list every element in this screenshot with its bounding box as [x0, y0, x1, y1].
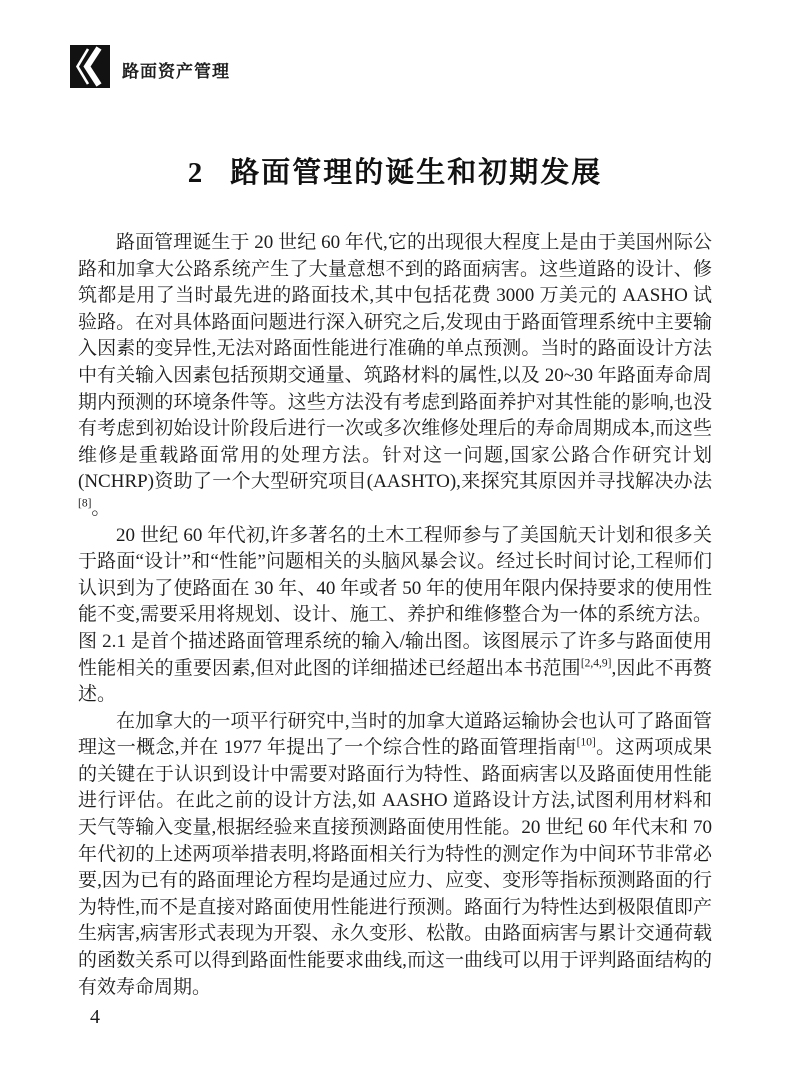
page-number: 4 [90, 1006, 100, 1028]
paragraph-3: 在加拿大的一项平行研究中,当时的加拿大道路运输协会也认可了路面管理这一概念,并在 1977 年提出了一个综合性的路面管理指南[10]。这两项成果的关键在于认识到设计中需要对路面行为特性、路面病害以及路面使用性能进行评估。在此之前的设计方法,如 AASHO 道路设计方法,试图利用材料和天气等输入变量,根据经验来直接预测路面使用性能。20 世纪 60 年代末和 70 年代初的上述两项举措表明,将路面相关行为特性的测定作为中间环节非常必要,因为已有的路面理论方程均是通过应力、应变、变形等指标预测路面的行为特性,而不是直接对路面使用性能进行预测。路面行为特性达到极限值即产生病害,病害形式表现为开裂、永久变形、松散。由路面病害与累计交通荷载的函数关系可以得到路面性能要求曲线,而这一曲线可以用于评判路面结构的有效寿命周期。 [78, 710, 712, 998]
paragraph-1: 路面管理诞生于 20 世纪 60 年代,它的出现很大程度上是由于美国州际公路和加拿大公路系统产生了大量意想不到的路面病害。这些道路的设计、修筑都是用了当时最先进的路面技术,其中包括花费 3000 万美元的 AASHO 试验路。在对具体路面问题进行深入研究之后,发现由于路面管理系统中主要输入因素的变异性,无法对路面性能进行准确的单点预测。当时的路面设计方法中有关输入因素包括预期交通量、筑路材料的属性,以及 20~30 年路面寿命周期内预测的环境条件等。这些方法没有考虑到路面养护对其性能的影响,也没有考虑到初始设计阶段后进行一次或多次维修处理后的寿命周期成本,而这些维修是重载路面常用的处理方法。针对这一问题,国家公路合作研究计划(NCHRP)资助了一个大型研究项目(AASHTO),来探究其原因并寻找解决办法[8]。 [78, 232, 712, 519]
chapter-number: 2 [187, 157, 203, 189]
running-header [70, 45, 230, 88]
paragraph-2: 20 世纪 60 年代初,许多著名的土木工程师参与了美国航天计划和很多关于路面“设计”和“性能”问题相关的头脑风暴会议。经过长时间讨论,工程师们认识到为了使路面在 30 年、40 年或者 50 年的使用年限内保持要求的使用性能不变,需要采用将规划、设计、施工、养护和维修整合为一体的系统方法。图 2.1 是首个描述路面管理系统的输入/输出图。该图展示了许多与路面使用性能相关的重要因素,但对此图的详细描述已经超出本书范围[2,4,9],因此不再赘述。 [78, 524, 712, 706]
chapter-heading [0, 150, 790, 191]
reference-superscript: [2,4,9] [580, 657, 612, 670]
reference-superscript: [8] [78, 497, 92, 510]
reference-superscript: [10] [576, 736, 596, 749]
body-text [78, 230, 712, 1001]
chapter-title: 路面管理的诞生和初期发展 [230, 157, 603, 189]
double-left-chevron-icon [70, 45, 110, 88]
brand-title: 路面资产管理 [122, 62, 230, 81]
